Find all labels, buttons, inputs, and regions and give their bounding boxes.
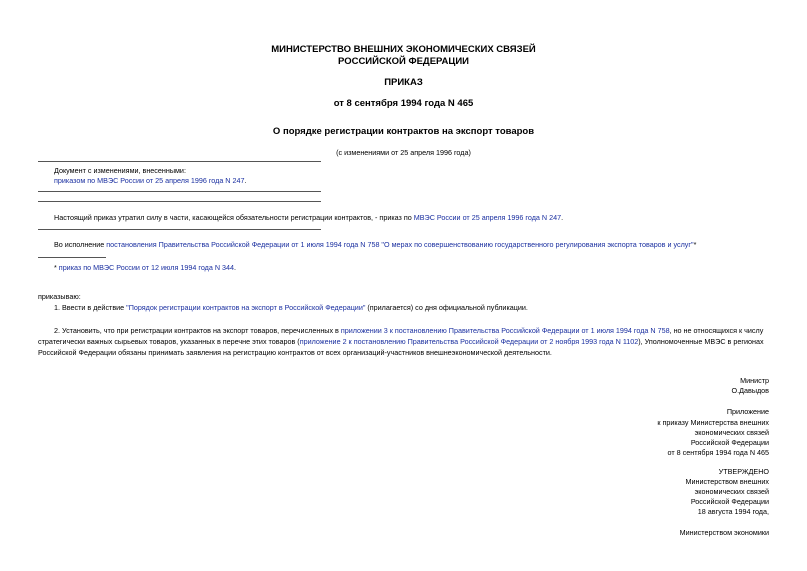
page-title: О порядке регистрации контрактов на экспорт товаров	[272, 126, 535, 137]
doc-date: от 8 сентября 1994 года N 465	[333, 98, 474, 109]
footnote-divider	[38, 257, 106, 258]
lost-force-note: Настоящий приказ утратил силу в части, касающейся обязательности регистрации контрактов, - приказ по МВЭС России от 25 апреля 1996 года N 247.	[54, 213, 564, 222]
divider	[38, 161, 321, 162]
appendix-line-4: Российской Федерации	[690, 438, 769, 447]
approved-line-2: Министерством внешних	[685, 477, 769, 486]
divider	[38, 191, 321, 192]
item-2: 2. Установить, что при регистрации контрактов на экспорт товаров, перечисленных в приложении 3 к постановлению Правительства Российской Федерации от 1 июля 1994 года N 758, но не относящихся к числу стратегически важных сырьевых товаров, указанных в перечне этих товаров (приложение 2 к постановлению Правительства Российской Федерации от 2 ноября 1993 года N 1102), Уполномоченные МВЭС в регионах Российской Федерации обязаны принимать заявления на регистрацию контрактов от всех организаций-участников внешнеэкономической деятельности.	[38, 326, 764, 357]
amended-note: (с изменениями от 25 апреля 1996 года)	[336, 148, 471, 157]
ministry-line-2: РОССИЙСКОЙ ФЕДЕРАЦИИ	[337, 56, 469, 67]
changes-line: приказом по МВЭС России от 25 апреля 1996 года N 247.	[54, 176, 247, 185]
changes-link[interactable]: приказом по МВЭС России от 25 апреля 1996 года N 247	[54, 176, 245, 185]
order-word: приказываю:	[38, 292, 81, 301]
ministry-line-1: МИНИСТЕРСТВО ВНЕШНИХ ЭКОНОМИЧЕСКИХ СВЯЗЕЙ	[271, 44, 536, 55]
changes-label: Документ с изменениями, внесенными:	[54, 166, 186, 175]
appendix-line-3: экономических связей	[694, 428, 769, 437]
divider	[38, 229, 321, 230]
footnote: * приказ по МВЭС России от 12 июля 1994 года N 344.	[54, 263, 237, 272]
lost-force-link[interactable]: МВЭС России от 25 апреля 1996 года N 247	[413, 213, 562, 222]
resolution-758-link[interactable]: постановления Правительства Российской Федерации от 1 июля 1994 года N 758 "О мерах по совершенствованию государственного регулирования экспорта товаров и услуг"	[106, 240, 694, 249]
appendix-line-5: от 8 сентября 1994 года N 465	[667, 448, 769, 457]
appendix-line-2: к приказу Министерства внешних	[657, 418, 769, 427]
approved-line-5: 18 августа 1994 года,	[697, 507, 769, 516]
item-1: 1. Ввести в действие "Порядок регистрации контрактов на экспорт в Российской Федерации" (прилагается) со дня официальной публикации.	[54, 303, 528, 312]
approved-line-6: Министерством экономики	[679, 528, 769, 537]
approved-line-4: Российской Федерации	[690, 497, 769, 506]
appendix-line-1: Приложение	[726, 407, 769, 416]
approved-line-1: УТВЕРЖДЕНО	[718, 467, 769, 476]
appendix-2-link[interactable]: приложение 2 к постановлению Правительства Российской Федерации от 2 ноября 1993 года N 1102	[299, 337, 639, 346]
procedure-link[interactable]: "Порядок регистрации контрактов на экспорт в Российской Федерации"	[126, 303, 366, 312]
appendix-3-link[interactable]: приложении 3 к постановлению Правительства Российской Федерации от 1 июля 1994 года N 758	[340, 326, 670, 335]
order-344-link[interactable]: приказ по МВЭС России от 12 июля 1994 года N 344	[58, 263, 235, 272]
pursuant-paragraph: Во исполнение постановления Правительства Российской Федерации от 1 июля 1994 года N 758 "О мерах по совершенствованию государственного регулирования экспорта товаров и услуг"*	[54, 240, 697, 249]
approved-line-3: экономических связей	[694, 487, 769, 496]
doc-type: ПРИКАЗ	[384, 77, 423, 88]
divider	[38, 201, 321, 202]
signature-position: Министр	[740, 376, 769, 385]
signature-name: О.Давыдов	[731, 386, 769, 395]
